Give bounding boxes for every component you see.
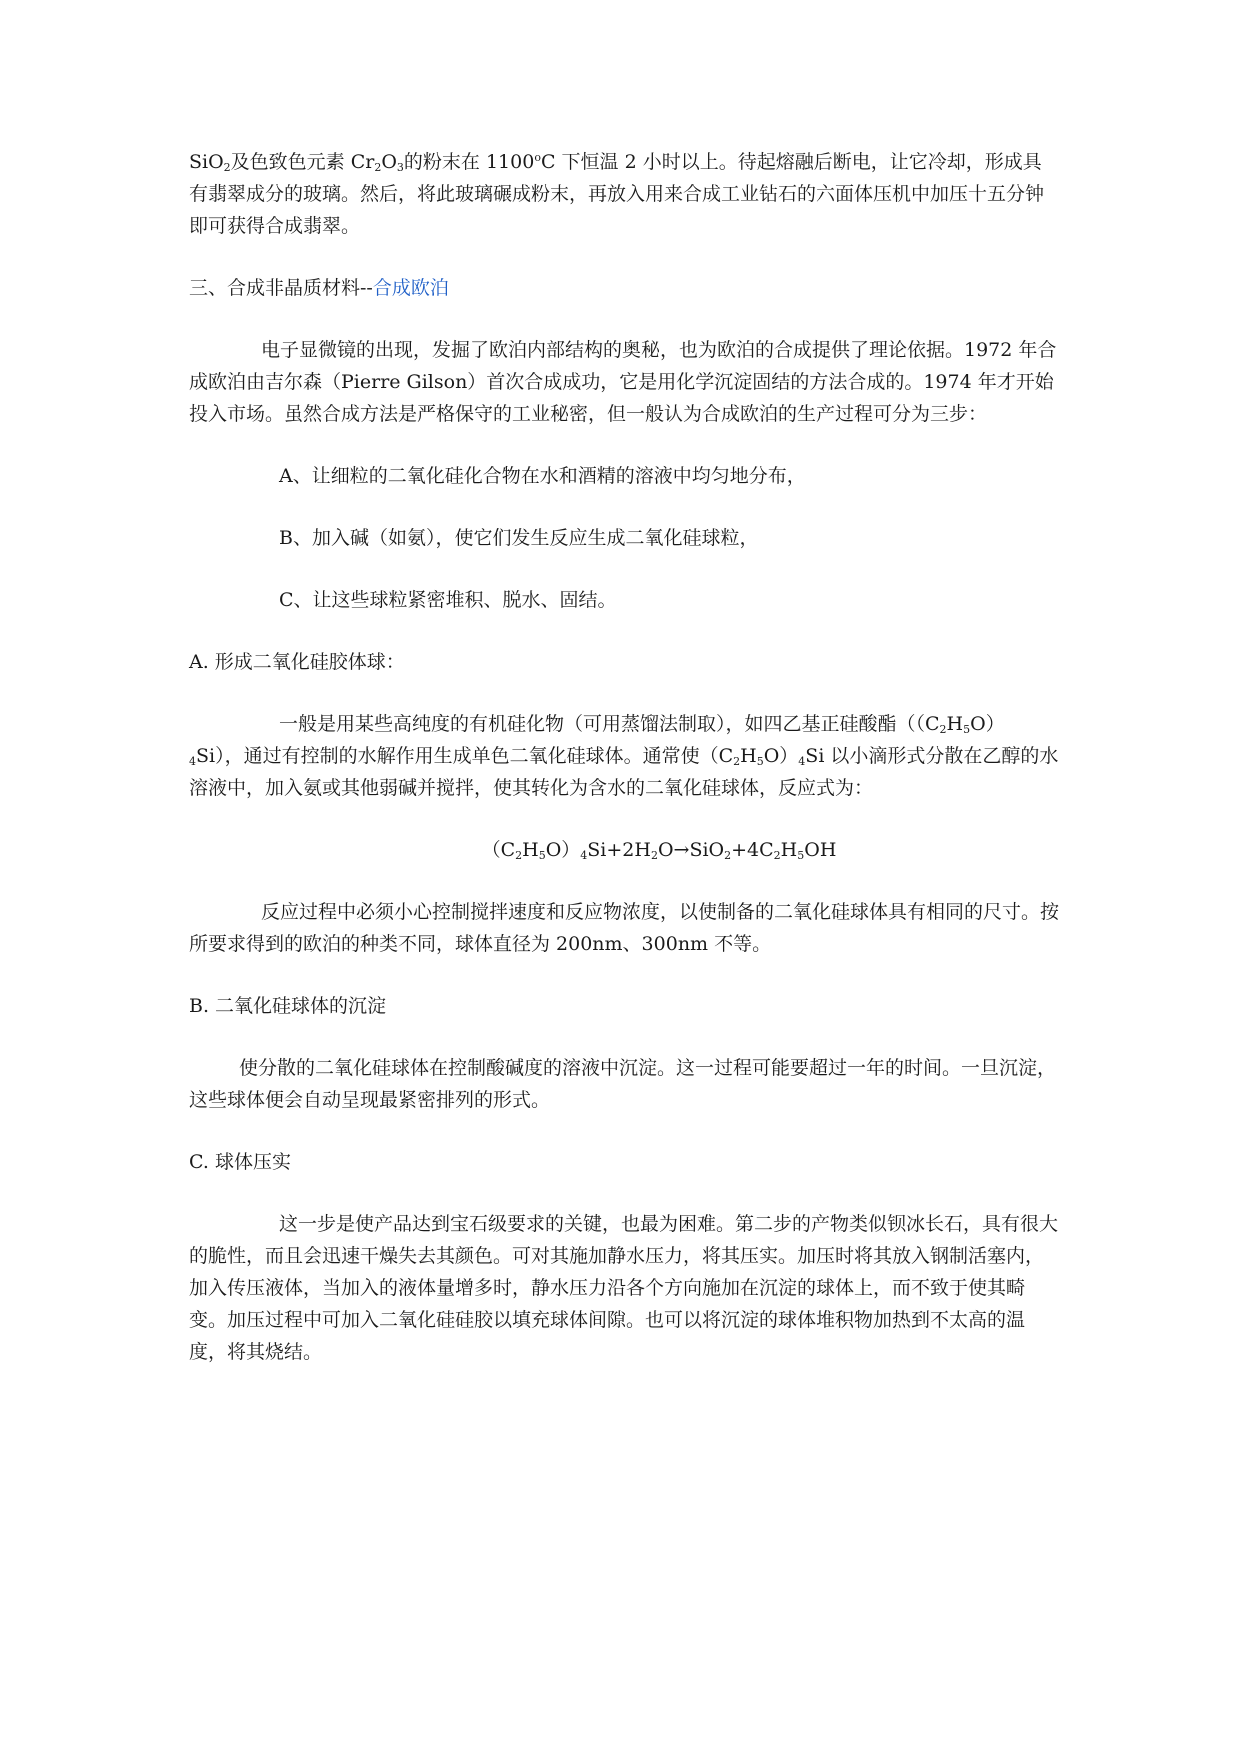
section-a-title: A. 形成二氧化硅胶体球： <box>189 651 405 673</box>
intro-paragraph: SiO$_2$及色致色元素 $Cr_2O_3$的粉末在 1100$^o$C 下恒温 2 小时以上。待起熔融后断电，让它冷却，形成具有翡翠成分的玻璃。然后，将此玻璃碾成粉末，再放入用来合成工业钻石的六面体压机中加压十五分钟即可获得合成翡翠。 <box>189 151 1045 237</box>
document-body <box>189 146 1059 1368</box>
history-paragraph: 电子显微镜的出现，发掘了欧泊内部结构的奥秘，也为欧泊的合成提供了理论依据。1972 年合成欧泊由吉尔森（Pierre Gilson）首次合成成功，它是用化学沉淀固结的方法合成的。1974 年才开始投入市场。虽然合成方法是严格保守的工业秘密，但一般认为合成欧泊的生产过程可分为三步： <box>189 339 1057 425</box>
section-3-heading: 三、合成非晶质材料--合成欧泊 <box>189 277 449 299</box>
section-b-title: B. 二氧化硅球体的沉淀 <box>189 995 387 1017</box>
step-a: A、让细粒的二氧化硅化合物在水和酒精的溶液中均匀地分布， <box>279 465 806 487</box>
section-b-paragraph: 使分散的二氧化硅球体在控制酸碱度的溶液中沉淀。这一过程可能要超过一年的时间。一旦沉淀，这些球体便会自动呈现最紧密排列的形式。 <box>189 1057 1057 1111</box>
section-c-paragraph: 这一步是使产品达到宝石级要求的关键，也最为困难。第二步的产物类似钡冰长石，具有很大的脆性，而且会迅速干燥失去其颜色。可对其施加静水压力，将其压实。加压时将其放入钢制活塞内，加入传压液体，当加入的液体量增多时，静水压力沿各个方向施加在沉淀的球体上，而不致于使其畸变。加压过程中可加入二氧化硅硅胶以填充球体间隙。也可以将沉淀的球体堆积物加热到不太高的温度，将其烧结。 <box>189 1213 1059 1363</box>
opal-link[interactable]: 合成欧泊 <box>372 277 449 299</box>
section-a-paragraph: 一般是用某些高纯度的有机硅化物（可用蒸馏法制取），如四乙基正硅酸酯$((C_2H_5O)_4Si)$，通过有控制的水解作用生成单色二氧化硅球体。通常使$(C_2H_5O)_4Si$ 以小滴形式分散在乙醇的水溶液中，加入氨或其他弱碱并搅拌，使其转化为含水的二氧化硅球体，反应式为： <box>189 713 1059 799</box>
step-c: C、让这些球粒紧密堆积、脱水、固结。 <box>279 589 617 611</box>
step-b: B、加入碱（如氨），使它们发生反应生成二氧化硅球粒， <box>279 527 759 549</box>
section-a-after-paragraph: 反应过程中必须小心控制搅拌速度和反应物浓度，以使制备的二氧化硅球体具有相同的尺寸。按所要求得到的欧泊的种类不同，球体直径为 200nm、300nm 不等。 <box>189 901 1060 955</box>
section-c-title: C. 球体压实 <box>189 1151 291 1173</box>
reaction-equation: $(C_2H_5O)_4Si+2H_2O\to SiO_2+4C_2H_5OH$ <box>481 839 837 862</box>
